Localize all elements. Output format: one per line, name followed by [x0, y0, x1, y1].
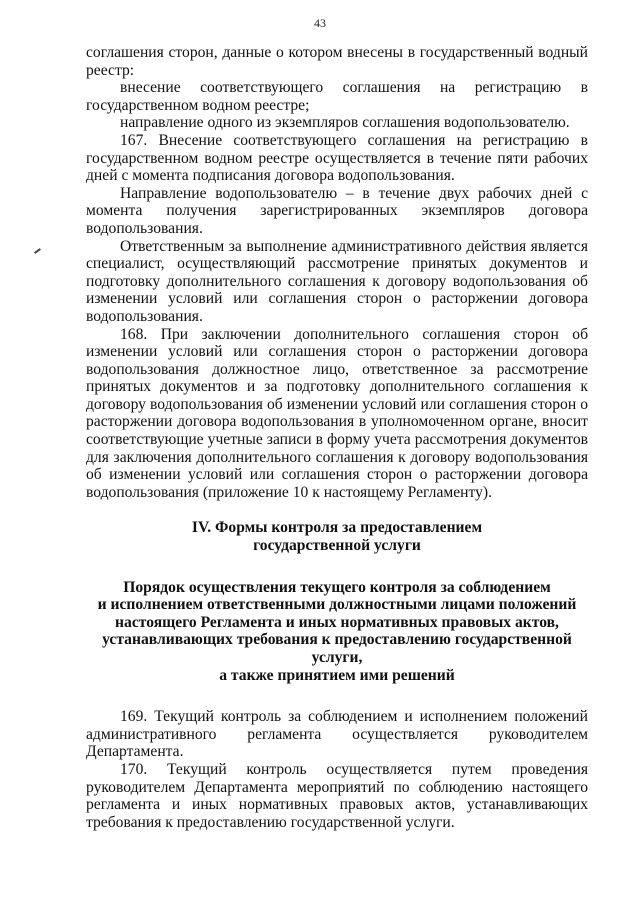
spacer: [86, 684, 588, 708]
spacer: [86, 501, 588, 519]
subsection-heading-line: а также принятием ими решений: [219, 666, 455, 684]
margin-mark: [34, 248, 41, 254]
page-number: 43: [314, 16, 326, 30]
paragraph-169: 169. Текущий контроль за соблюдением и исполнением положений административного регламента осуществляется руководителем Департамента.: [86, 708, 588, 761]
section-heading-line: IV. Формы контроля за предоставлением: [191, 519, 483, 537]
paragraph-list-item: направление одного из экземпляров соглашения водопользователю.: [120, 114, 570, 132]
subsection-heading: [86, 579, 588, 685]
paragraph-167: 167. Внесение соответствующего соглашения на регистрацию в государственном водном реестре осуществляется в течение пяти рабочих дней с момента подписания договора водопользования.: [86, 131, 588, 185]
paragraph: Направление водопользователю – в течение двух рабочих дней с момента получения зарегистрированных экземпляров договора водопользования.: [86, 184, 588, 237]
subsection-heading-line: и исполнением ответственными должностными лицами положений: [97, 596, 577, 614]
subsection-heading-line: Порядок осуществления текущего контроля за соблюдением: [123, 578, 551, 596]
paragraph: Ответственным за выполнение административного действия является специалист, осуществляющий рассмотрение принятых документов и подготовку дополнительного соглашения к договору водопользования об изменении условий или соглашения сторон о расторжении договора водопользования.: [86, 237, 588, 325]
paragraph-continuation: соглашения сторон, данные о котором внесены в государственный водный реестр:: [86, 44, 588, 79]
page-content: [86, 44, 588, 831]
subsection-heading-line: устанавливающих требования к предоставлению государственной услуги,: [102, 631, 572, 666]
subsection-heading-line: настоящего Регламента и иных нормативных правовых актов,: [115, 613, 559, 631]
paragraph-170: 170. Текущий контроль осуществляется путем проведения руководителем Департамента мероприятий по соблюдению настоящего регламента и иных нормативных правовых актов, устанавливающих требования к предоставлению государственной услуги.: [86, 760, 588, 831]
paragraph-168: 168. При заключении дополнительного соглашения сторон об изменении условий или соглашения сторон о расторжении договора водопользования должностное лицо, ответственное за рассмотрение принятых документов и за подготовку дополнительного соглашения к договору водопользования об изменении условий или соглашения сторон о расторжении договора водопользования в уполномоченном органе, вносит соответствующие учетные записи в форму учета рассмотрения документов для заключения дополнительного соглашения к договору водопользования об изменении условий или соглашения сторон о расторжении договора водопользования (приложение 10 к настоящему Регламенту).: [86, 325, 588, 501]
spacer: [86, 555, 588, 579]
section-heading-line: государственной услуги: [253, 537, 421, 555]
section-heading: [86, 519, 588, 554]
paragraph-list-item: внесение соответствующего соглашения на регистрацию в государственном водном реестре;: [86, 79, 588, 114]
